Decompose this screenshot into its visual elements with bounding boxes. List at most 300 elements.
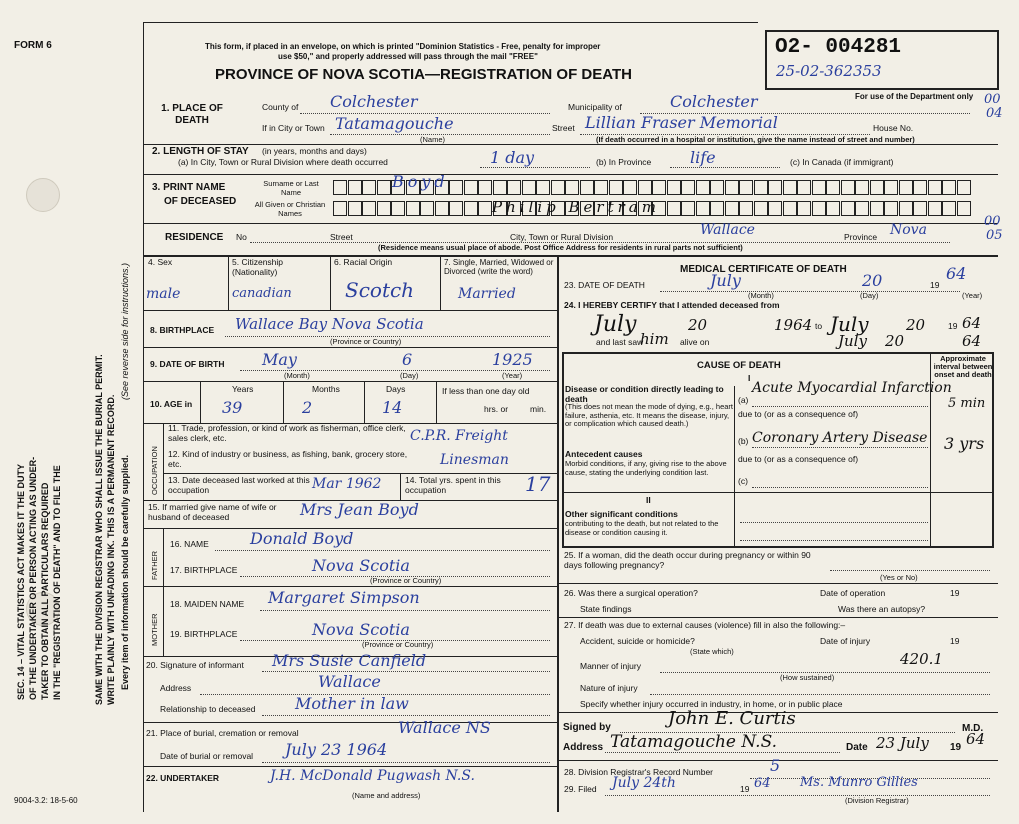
rule-6	[143, 347, 557, 348]
other-label: Other significant conditions	[565, 509, 678, 519]
q27-accident-label: Accident, suicide or homicide?	[580, 636, 695, 646]
name-letter-cell	[928, 180, 942, 195]
rule-3	[143, 223, 998, 224]
name-letter-cell	[464, 201, 478, 216]
name-letter-cell	[870, 201, 884, 216]
name-letter-cell	[551, 180, 565, 195]
father-name-line	[215, 550, 550, 551]
cause-b-line	[752, 447, 928, 448]
mother-name-line	[260, 610, 550, 611]
occ-a11: C.P.R. Freight	[410, 428, 508, 444]
mother-side-div	[163, 586, 164, 656]
burial-date-value: July 23 1964	[285, 740, 388, 759]
name-letter-cell	[638, 180, 652, 195]
last-year: 64	[962, 332, 982, 350]
cause-a-line	[752, 406, 928, 407]
signed-address-label: Address	[563, 742, 604, 753]
q26-findings-label: State findings	[580, 604, 632, 614]
mother-birthplace-value: Nova Scotia	[312, 620, 410, 639]
q27-manner-value: 420.1	[900, 650, 943, 668]
signed-year: 64	[966, 730, 986, 748]
occ-a13: Mar 1962	[312, 476, 382, 492]
cause-c-line	[752, 487, 928, 488]
undertaker-value: J.H. McDonald Pugwash N.S.	[270, 768, 475, 784]
col-citizen-div	[330, 255, 331, 310]
antecedent-label: Antecedent causes	[565, 449, 643, 459]
q27-nineteen: 19	[950, 636, 960, 646]
stay-province-label: (b) In Province	[596, 157, 652, 167]
certify-from-day: 20	[688, 316, 708, 334]
side-instructions-1: SEC. 14 – VITAL STATISTICS ACT MAKES IT THE DUTY	[16, 463, 26, 700]
age-div-1	[200, 381, 201, 423]
name-letter-cell	[696, 201, 710, 216]
name-letter-cell	[913, 180, 927, 195]
col-origin-div	[440, 255, 441, 310]
rule-5	[143, 310, 557, 311]
name-letter-cell	[420, 201, 434, 216]
dob-year: 1925	[492, 350, 533, 369]
given-label: All Given or Christian Names	[254, 200, 326, 218]
margin-mark-3: 00	[984, 214, 1001, 229]
age-months-label: Months	[312, 384, 340, 394]
informant-relationship-label: Relationship to deceased	[160, 704, 256, 714]
name-letter-cell	[899, 201, 913, 216]
name-letter-cell	[884, 201, 898, 216]
name-letter-cell	[826, 180, 840, 195]
dob-label: 9. DATE OF BIRTH	[150, 359, 225, 369]
name-letter-cell	[783, 201, 797, 216]
physician-signature: John E. Curtis	[668, 708, 796, 729]
name-letter-cell	[725, 201, 739, 216]
cause-b-interval: 3 yrs	[944, 434, 985, 453]
given-value: Philip Bertram	[492, 198, 660, 216]
name-letter-cell	[449, 201, 463, 216]
house-no-label: House No.	[873, 123, 914, 133]
informant-address-value: Wallace	[318, 672, 381, 691]
municipality-value: Colchester	[670, 92, 758, 111]
print-name-label-2: OF DECEASED	[164, 196, 237, 207]
signed-date-value: 23 July	[876, 734, 929, 752]
name-letter-cell	[435, 201, 449, 216]
cause-mid-rule	[562, 492, 994, 493]
form-left-border	[143, 22, 144, 812]
age-months-value: 2	[302, 398, 313, 417]
side-instructions-3: TAKER TO OBTAIN ALL PARTICULARS REQUIRED	[40, 482, 50, 700]
name-letter-cell	[957, 201, 971, 216]
mother-side-label: MOTHER	[150, 613, 159, 646]
spouse-label: 15. If married give name of wife or husband of deceased	[148, 502, 277, 522]
stay-province-line	[670, 167, 780, 168]
q27-nature-line	[650, 694, 990, 695]
name-letter-cell	[507, 180, 521, 195]
city-label: If in City or Town	[262, 123, 325, 133]
name-letter-cell	[667, 180, 681, 195]
other-line-1	[740, 522, 928, 523]
name-letter-cell	[783, 180, 797, 195]
cause-a-label: (a)	[738, 395, 749, 405]
rule-1	[143, 144, 998, 145]
informant-rel-line	[262, 715, 550, 716]
last-saw-label: and last saw	[596, 337, 644, 347]
length-of-stay-label: 2. LENGTH OF STAY	[152, 146, 249, 157]
birthplace-value: Wallace Bay Nova Scotia	[235, 315, 424, 333]
q26-date-label: Date of operation	[820, 588, 886, 598]
name-letter-cell	[826, 201, 840, 216]
column-divider	[557, 255, 559, 812]
birthplace-label: 8. BIRTHPLACE	[150, 325, 215, 335]
municipality-label: Municipality of	[568, 102, 622, 112]
margin-mark-4: 05	[986, 228, 1003, 243]
dob-month: May	[262, 350, 297, 369]
last-month: July	[838, 332, 867, 350]
side-instructions-8: (See reverse side for instructions.)	[120, 262, 130, 400]
father-birthplace-value: Nova Scotia	[312, 556, 410, 575]
disease-note: (This does not mean the mode of dying, e.g., heart failure, asthenia, etc. It means the disease, injury, or complication which caused death.)	[565, 402, 734, 429]
q25-label: 25. If a woman, did the death occur during pregnancy or within 90 days following pregnancy?	[564, 550, 811, 570]
certify-label: 24. I HEREBY CERTIFY that I attended deceased from	[564, 300, 780, 310]
cause-of-death-title: CAUSE OF DEATH	[697, 360, 781, 371]
father-bp-caption: (Province or Country)	[370, 576, 442, 585]
side-instructions-7: Every item of information should be carefully supplied.	[120, 454, 130, 690]
q29-year-pre: 19	[740, 784, 750, 794]
name-letter-cell	[391, 201, 405, 216]
certify-to-day: 20	[906, 316, 926, 334]
disease-label: Disease or condition directly leading to death	[565, 384, 724, 404]
q29-year: 64	[754, 776, 771, 791]
medical-certificate-title: MEDICAL CERTIFICATE OF DEATH	[680, 264, 847, 275]
cause-b-due: due to (or as a consequence of)	[738, 454, 859, 464]
name-letter-cell	[696, 180, 710, 195]
certify-to-month: July	[830, 312, 869, 336]
occ-q11: 11. Trade, profession, or kind of work as fisherman, office clerk, sales clerk, etc.	[168, 423, 406, 443]
signed-by-label: Signed by	[563, 722, 611, 733]
certify-from-year: 1964	[774, 316, 813, 334]
name-letter-cell	[942, 201, 956, 216]
notice-line-2: use $50," and properly addressed will pass through the mail "FREE"	[278, 52, 538, 61]
surname-label: Surname or Last Name	[263, 179, 319, 197]
cause-c-label: (c)	[738, 476, 748, 486]
age-div-2	[283, 381, 284, 423]
rule-2	[143, 174, 998, 175]
last-day: 20	[885, 332, 905, 350]
name-letter-cell	[580, 180, 594, 195]
department-use-label: For use of the Department only	[855, 92, 974, 101]
name-letter-cell	[348, 201, 362, 216]
margin-mark-1: 00	[984, 92, 1001, 107]
rule-14	[143, 766, 557, 767]
cause-b-value: Coronary Artery Disease	[752, 430, 928, 446]
name-letter-cell	[594, 180, 608, 195]
death-year-pre: 19	[930, 280, 940, 290]
rule-7	[143, 381, 557, 382]
mother-name-value: Margaret Simpson	[268, 588, 420, 607]
occ-q13: 13. Date deceased last worked at this occupation	[168, 475, 310, 495]
age-less-label: If less than one day old	[442, 386, 530, 396]
burial-place-label: 21. Place of burial, cremation or removal	[146, 728, 299, 738]
q25-line	[830, 570, 990, 571]
residence-street-label: Street	[330, 232, 353, 242]
residence-province-value: Nova	[890, 222, 927, 238]
father-name-label: 16. NAME	[170, 539, 209, 549]
col-sex-div	[228, 255, 229, 310]
name-letter-cell	[870, 180, 884, 195]
name-letter-cell	[522, 180, 536, 195]
name-caption: (Name)	[420, 135, 446, 144]
name-letter-cell	[449, 180, 463, 195]
occ-a12: Linesman	[440, 452, 509, 468]
form-top-rule	[143, 22, 758, 23]
name-letter-cell	[464, 180, 478, 195]
q27-specify-label: Specify whether injury occurred in industry, in home, or in public place	[580, 699, 843, 709]
q29-label: 29. Filed	[564, 784, 597, 794]
certify-to-year: 64	[962, 314, 982, 332]
q25-caption: (Yes or No)	[880, 573, 918, 582]
side-instructions-2: OF THE UNDERTAKER OR PERSON ACTING AS UNDER-	[28, 456, 38, 700]
rule-13	[143, 722, 557, 723]
name-letter-cell	[913, 201, 927, 216]
name-letter-cell	[957, 180, 971, 195]
rule-r2	[557, 617, 998, 618]
dob-day-caption: (Day)	[400, 371, 419, 380]
signed-address-line	[605, 752, 840, 753]
name-letter-cell	[797, 180, 811, 195]
citizenship-value: canadian	[232, 286, 292, 301]
age-div-3	[364, 381, 365, 423]
stay-city-line	[480, 167, 590, 168]
age-label: 10. AGE in	[150, 399, 193, 409]
registration-number: O2- 004281	[775, 36, 902, 59]
side-instructions-5: SAME WITH THE DIVISION REGISTRAR WHO SHALL ISSUE THE BURIAL PERMIT.	[94, 354, 104, 705]
rule-r1	[557, 583, 998, 584]
burial-date-line	[262, 762, 550, 763]
alive-on-label: alive on	[680, 337, 710, 347]
md-label: M.D.	[962, 723, 984, 734]
name-letter-cell	[710, 201, 724, 216]
dob-day: 6	[402, 350, 413, 369]
name-letter-cell	[406, 201, 420, 216]
signed-address-value: Tatamagouche N.S.	[610, 732, 778, 752]
stay-province-value: life	[690, 148, 716, 167]
county-value: Colchester	[330, 92, 418, 111]
father-birthplace-label: 17. BIRTHPLACE	[170, 565, 238, 575]
last-saw-value: him	[640, 330, 669, 348]
q27-manner-label: Manner of injury	[580, 661, 641, 671]
side-instructions-4: IN THE "REGISTRATION OF DEATH" AND TO FILE THE	[52, 465, 62, 700]
undertaker-caption: (Name and address)	[352, 791, 421, 800]
marital-label: 7. Single, Married, Widowed or Divorced (write the word)	[444, 258, 554, 277]
surname-value: Boyd	[392, 172, 449, 191]
name-letter-cell	[812, 180, 826, 195]
q28-value: 5	[770, 756, 781, 775]
occ-a14: 17	[525, 472, 551, 496]
occ-q14: 14. Total yrs. spent in this occupation	[405, 475, 501, 495]
print-name-label-1: 3. PRINT NAME	[152, 182, 226, 193]
name-letter-cell	[362, 201, 376, 216]
name-letter-cell	[667, 201, 681, 216]
residence-label: RESIDENCE	[165, 232, 224, 243]
registration-number-handwritten: 25-02-362353	[776, 62, 882, 80]
death-day-caption: (Day)	[860, 291, 879, 300]
q29-value: July 24th	[612, 775, 676, 791]
q27-injury-date-label: Date of injury	[820, 636, 871, 646]
occupation-side-div	[163, 423, 164, 500]
name-letter-cell	[754, 201, 768, 216]
notice-line-1: This form, if placed in an envelope, on which is printed "Dominion Statistics - Free, penalty for improper	[205, 42, 601, 51]
name-letter-cell	[333, 201, 347, 216]
certify-to-year-pre: 19	[948, 321, 958, 331]
citizenship-label: 5. Citizenship (Nationality)	[232, 257, 284, 277]
stay-city-value: 1 day	[490, 148, 535, 167]
death-month-caption: (Month)	[748, 291, 774, 300]
name-letter-cell	[739, 180, 753, 195]
name-letter-cell	[377, 180, 391, 195]
name-letter-cell	[493, 180, 507, 195]
name-letter-cell	[768, 180, 782, 195]
age-div-4	[436, 381, 437, 423]
informant-line	[262, 671, 550, 672]
residence-division-value: Wallace	[700, 222, 755, 238]
name-letter-cell	[841, 180, 855, 195]
name-letter-cell	[812, 201, 826, 216]
mother-bp-caption: (Province or Country)	[362, 640, 434, 649]
racial-origin-value: Scotch	[345, 278, 415, 302]
q27-sustained-caption: (How sustained)	[780, 673, 835, 682]
death-date-line	[660, 291, 960, 292]
informant-label: 20. Signature of informant	[146, 660, 244, 670]
q27-label: 27. If death was due to external causes (violence) fill in also the following:–	[564, 620, 846, 630]
dob-month-caption: (Month)	[284, 371, 310, 380]
form-code: 9004-3.2: 18-5-60	[14, 796, 78, 805]
name-letter-cell	[942, 180, 956, 195]
residence-no-label: No	[236, 232, 247, 242]
signed-date-label: Date	[846, 742, 868, 753]
antecedent-note: Morbid conditions, if any, giving rise to the above cause, stating the underlying condition last.	[565, 459, 727, 477]
certify-to-label: to	[815, 321, 823, 331]
name-letter-cell	[855, 201, 869, 216]
age-days-value: 14	[382, 398, 403, 417]
age-hrs-label: hrs. or	[484, 404, 509, 414]
margin-mark-2: 04	[986, 106, 1003, 121]
rule-11	[143, 586, 557, 587]
side-instructions-6: WRITE PLAINLY WITH UNFADING INK. THIS IS A PERMANENT RECORD.	[106, 394, 116, 705]
racial-origin-label: 6. Racial Origin	[334, 257, 393, 267]
name-letter-cell	[768, 201, 782, 216]
residence-note: (Residence means usual place of abode. Post Office Address for residents in rural parts not sufficient)	[378, 243, 743, 252]
hospital-note: (If death occurred in a hospital or institution, give the name instead of street and number)	[596, 135, 915, 144]
rule-occ	[163, 473, 557, 474]
occ-q12: 12. Kind of industry or business, as fishing, bank, grocery store, etc.	[168, 449, 408, 469]
name-letter-cell	[841, 201, 855, 216]
name-letter-cell	[536, 180, 550, 195]
signed-year-pre: 19	[950, 742, 962, 753]
form-title: PROVINCE OF NOVA SCOTIA—REGISTRATION OF DEATH	[215, 66, 632, 83]
name-letter-cell	[565, 180, 579, 195]
name-letter-cell	[710, 180, 724, 195]
other-line-2	[740, 540, 928, 541]
father-side-label: FATHER	[150, 550, 159, 580]
q27-state-caption: (State which)	[690, 647, 734, 656]
age-min-label: min.	[530, 404, 547, 414]
street-value: Lillian Fraser Memorial	[585, 113, 778, 132]
cause-label-div	[734, 386, 735, 548]
age-years-label: Years	[232, 384, 254, 394]
name-letter-cell	[333, 180, 347, 195]
spouse-value: Mrs Jean Boyd	[300, 500, 419, 519]
sex-label: 4. Sex	[148, 257, 173, 267]
q29-registrar-caption: (Division Registrar)	[845, 796, 909, 805]
q28-label: 28. Division Registrar's Record Number	[564, 767, 714, 777]
undertaker-label: 22. UNDERTAKER	[146, 773, 220, 783]
name-letter-cell	[855, 180, 869, 195]
informant-relationship-value: Mother in law	[295, 694, 409, 713]
cause-roman-1: I	[748, 373, 751, 383]
interval-label: Approximate interval between onset and death	[933, 354, 993, 379]
name-letter-cell	[681, 201, 695, 216]
occupation-side-label: OCCUPATION	[150, 446, 159, 495]
name-letter-cell	[609, 180, 623, 195]
city-value: Tatamagouche	[335, 114, 454, 133]
county-label: County of	[262, 102, 299, 112]
q26-label: 26. Was there a surgical operation?	[564, 588, 698, 598]
name-letter-cell	[928, 201, 942, 216]
death-year-caption: (Year)	[962, 291, 983, 300]
dob-year-caption: (Year)	[502, 371, 523, 380]
mother-birthplace-label: 19. BIRTHPLACE	[170, 629, 238, 639]
q26-autopsy-label: Was there an autopsy?	[838, 604, 926, 614]
residence-division-label: City, Town or Rural Division	[510, 232, 614, 242]
cause-a-interval: 5 min	[948, 396, 986, 411]
certify-from-month: July	[594, 312, 637, 337]
death-month: July	[710, 271, 741, 290]
name-letter-cell	[739, 201, 753, 216]
other-note: contributing to the death, but not related to the disease or condition causing it.	[565, 519, 719, 537]
residence-province-label: Province	[844, 232, 878, 242]
cause-roman-2: II	[646, 495, 651, 505]
name-letter-cell	[884, 180, 898, 195]
stay-city-label: (a) In City, Town or Rural Division where death occurred	[178, 157, 388, 167]
death-day: 20	[862, 271, 883, 290]
age-years-value: 39	[222, 398, 243, 417]
date-of-death-label: 23. DATE OF DEATH	[564, 280, 645, 290]
name-letter-cell	[797, 201, 811, 216]
sex-value: male	[146, 286, 181, 302]
cause-b-label: (b)	[738, 436, 749, 446]
street-label: Street	[552, 123, 575, 133]
father-side-div	[163, 528, 164, 586]
name-letter-cell	[681, 180, 695, 195]
birthplace-caption: (Province or Country)	[330, 337, 402, 346]
punch-hole-top	[26, 178, 60, 212]
marital-value: Married	[458, 286, 516, 302]
q29-registrar: Ms. Munro Gillies	[800, 775, 918, 790]
name-letter-cell	[377, 201, 391, 216]
death-year: 64	[946, 264, 967, 283]
name-letter-cell	[725, 180, 739, 195]
name-letter-cell	[899, 180, 913, 195]
name-letter-cell	[362, 180, 376, 195]
length-of-stay-sub: (in years, months and days)	[262, 146, 367, 156]
cause-a-value: Acute Myocardial Infarction	[752, 380, 952, 396]
form-label: FORM 6	[14, 40, 52, 51]
name-letter-cell	[478, 180, 492, 195]
occ-div-14	[400, 473, 401, 500]
name-letter-cell	[348, 180, 362, 195]
burial-place-value: Wallace NS	[398, 718, 491, 737]
father-name-value: Donald Boyd	[250, 529, 354, 548]
stay-canada-label: (c) In Canada (if immigrant)	[790, 157, 894, 167]
q29-line	[605, 795, 990, 796]
q26-nineteen: 19	[950, 588, 960, 598]
